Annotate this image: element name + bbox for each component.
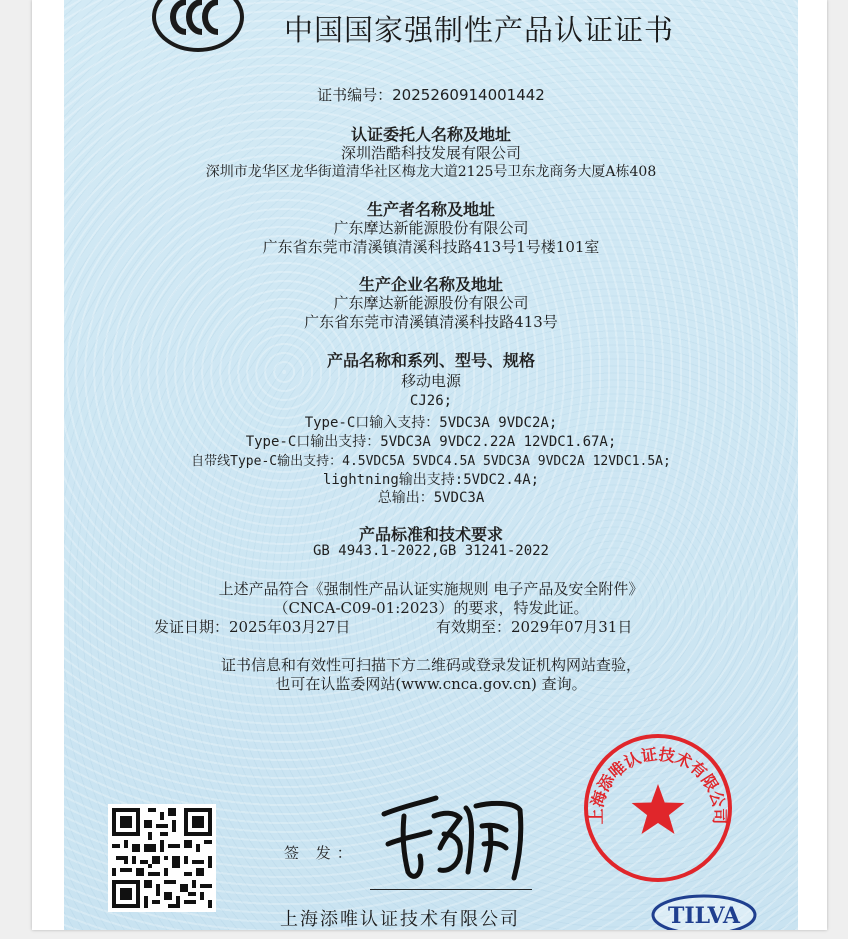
qr-code-icon xyxy=(108,804,216,912)
factory-address: 广东省东莞市清溪镇清溪科技路413号 xyxy=(304,313,558,331)
svg-text:TILVA: TILVA xyxy=(668,903,740,929)
certificate-number: 证书编号：2025260914001442 xyxy=(317,86,545,104)
product-spec-line: CJ26; xyxy=(409,393,453,409)
issue-date: 发证日期：2025年03月27日 xyxy=(154,618,351,636)
official-seal-icon xyxy=(580,730,736,886)
product-spec-line: Type-C口输入支持：5VDC3A 9VDC2A; xyxy=(304,415,558,431)
valid-until-date: 有效期至：2029年07月31日 xyxy=(436,618,633,636)
product-spec-line: 总输出：5VDC3A xyxy=(377,490,485,506)
verification-note: 证书信息和有效性可扫描下方二维码或登录发证机构网站查验， xyxy=(220,656,641,674)
certificate-page xyxy=(64,0,798,930)
factory-name: 广东摩达新能源股份有限公司 xyxy=(333,294,529,312)
conformity-statement: 上述产品符合《强制性产品认证实施规则 电子产品及安全附件》 xyxy=(218,580,644,598)
tilva-logo-icon xyxy=(650,893,758,930)
certificate-title: 中国国家强制性产品认证证书 xyxy=(283,13,674,47)
conformity-statement-rule: （CNCA-C09-01:2023）的要求，特发此证。 xyxy=(273,599,589,617)
product-spec-line: Type-C口输出支持：5VDC3A 9VDC2.22A 12VDC1.67A; xyxy=(245,434,617,450)
product-heading: 产品名称和系列、型号、规格 xyxy=(326,351,535,370)
product-spec-line: 自带线Type-C输出支持：4.5VDC5A 5VDC4.5A 5VDC3A 9VDC2A 12VDC1.5A; xyxy=(191,454,671,469)
applicant-heading: 认证委托人名称及地址 xyxy=(350,125,511,144)
svg-text:上海添唯认证技术有限公司: 上海添唯认证技术有限公司 xyxy=(586,744,730,825)
manufacturer-heading: 生产者名称及地址 xyxy=(366,200,495,219)
factory-heading: 生产企业名称及地址 xyxy=(358,275,503,294)
applicant-address: 深圳市龙华区龙华街道清华社区梅龙大道2125号卫东龙商务大厦A栋408 xyxy=(205,164,657,180)
signature-label: 签 发： xyxy=(284,844,358,862)
product-spec-line: lightning输出支持:5VDC2.4A; xyxy=(322,472,540,488)
signature-icon xyxy=(374,786,534,892)
applicant-name: 深圳浩酷科技发展有限公司 xyxy=(340,144,521,162)
manufacturer-name: 广东摩达新能源股份有限公司 xyxy=(333,219,529,237)
signature-underline xyxy=(370,889,532,890)
issuing-body-name: 上海添唯认证技术有限公司 xyxy=(280,909,520,930)
product-name: 移动电源 xyxy=(400,372,461,390)
standards-value: GB 4943.1-2022,GB 31241-2022 xyxy=(312,543,549,559)
standards-heading: 产品标准和技术要求 xyxy=(358,525,503,544)
manufacturer-address: 广东省东莞市清溪镇清溪科技路413号1号楼101室 xyxy=(262,238,600,256)
verification-website-note: 也可在认监委网站(www.cnca.gov.cn) 查询。 xyxy=(275,675,587,693)
